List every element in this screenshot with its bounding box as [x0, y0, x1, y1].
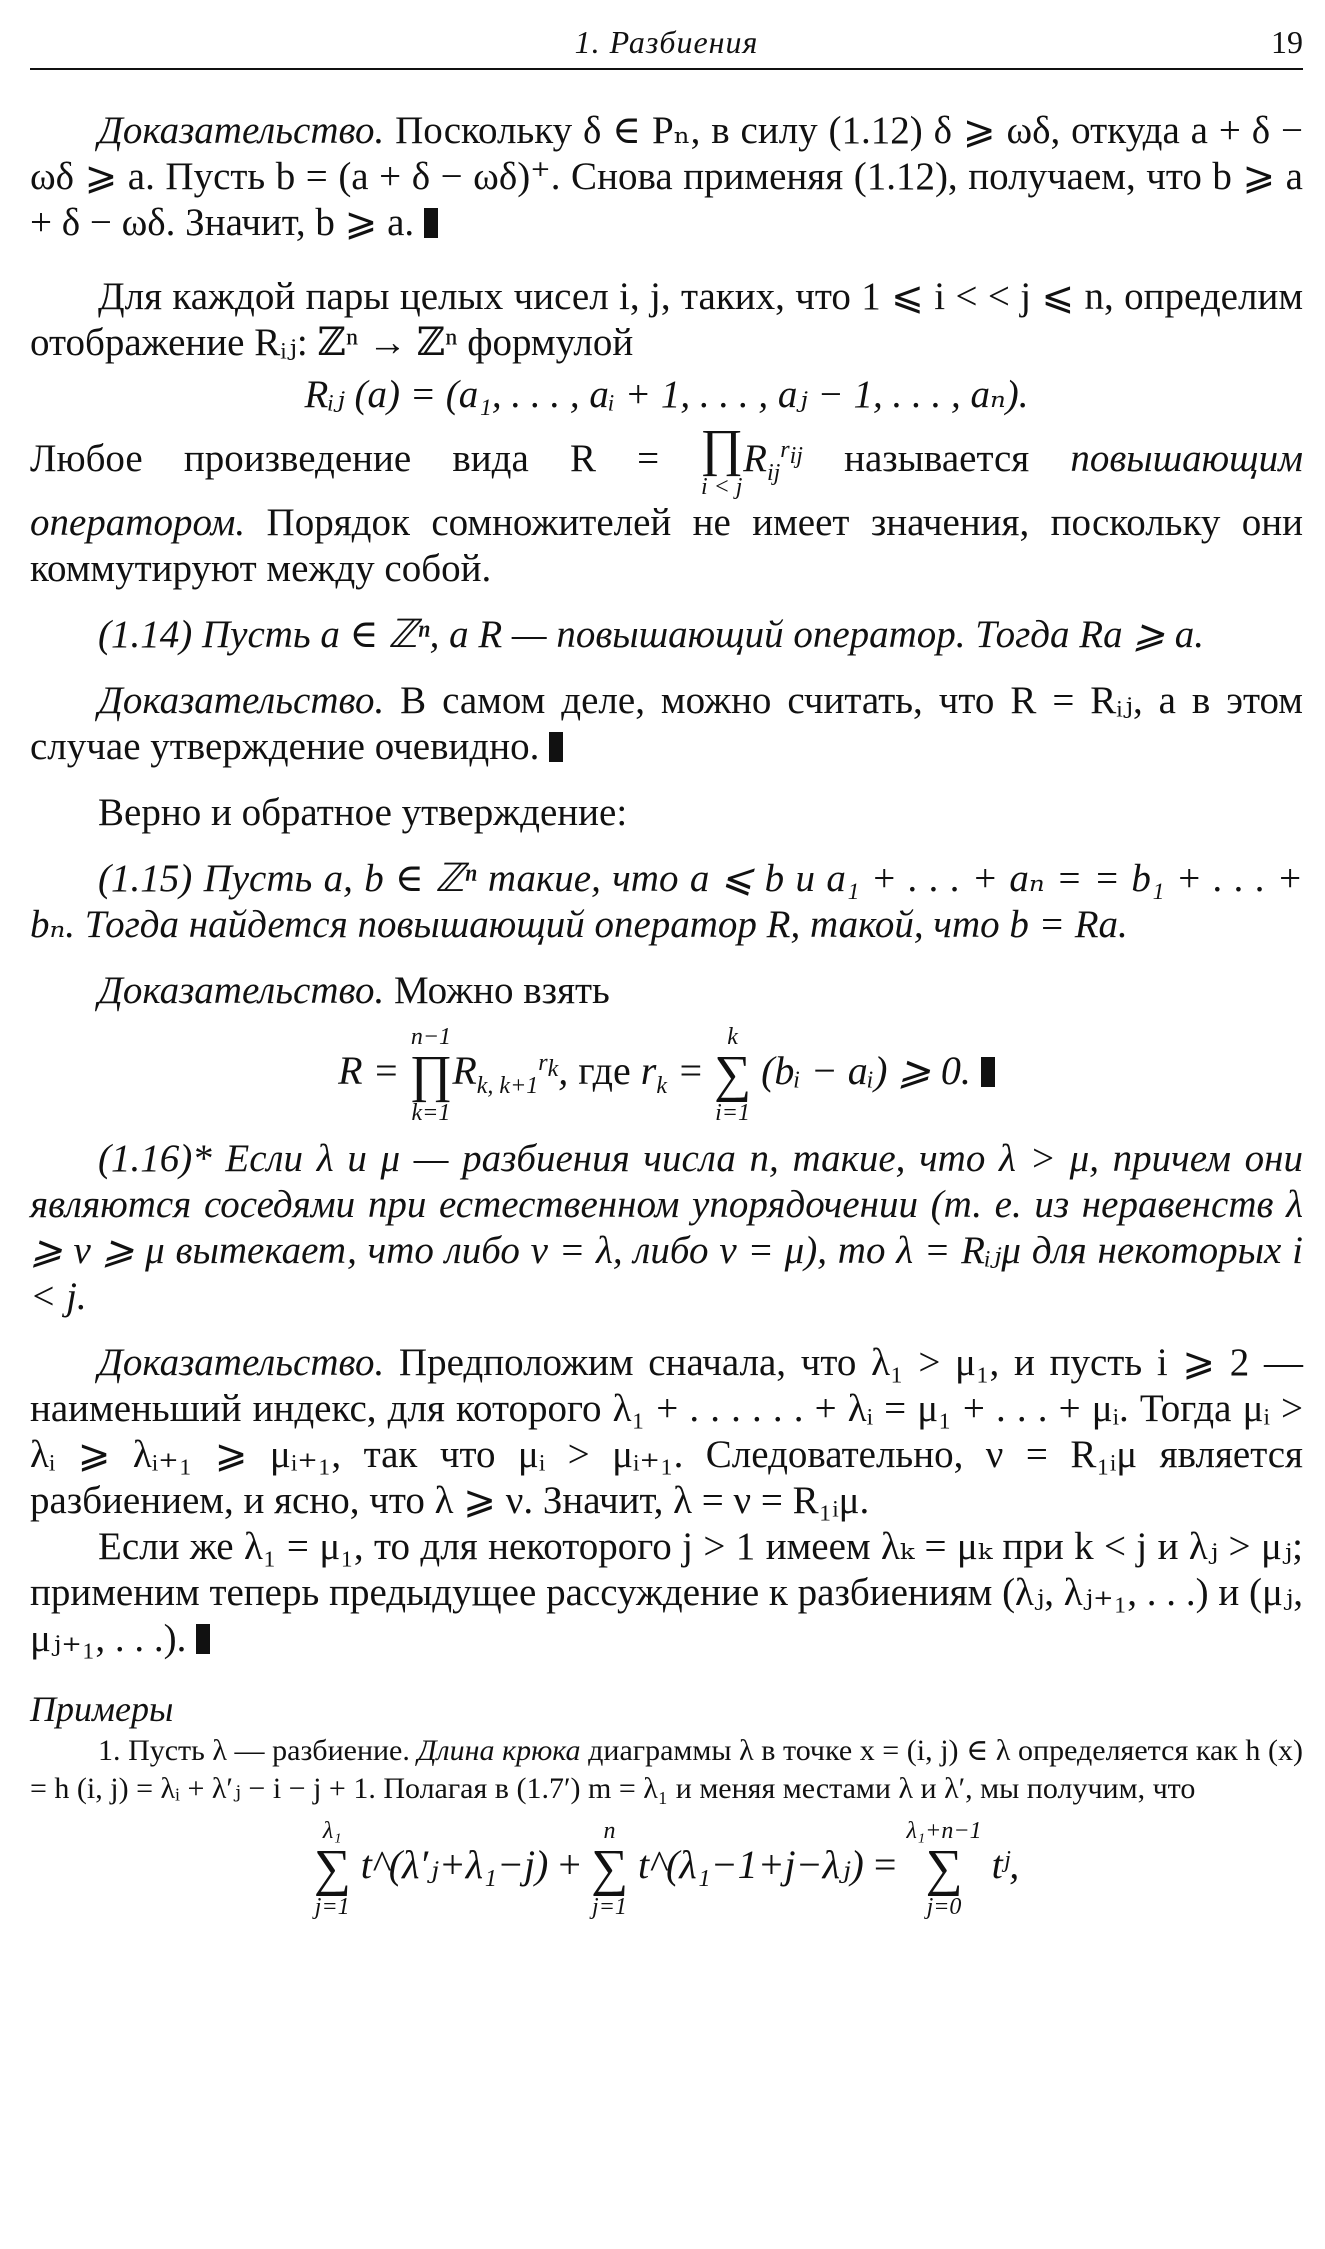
- formula-rij: Rᵢⱼ (a) = (a₁, . . . , aᵢ + 1, . . . , aⱼ − 1, . . . , aₙ).: [304, 373, 1029, 416]
- proof-text: В самом деле, можно считать, что R = Rᵢⱼ, а в этом случае утверждение очевидно.: [30, 679, 1303, 768]
- text-segment: Порядок сомножителей не имеет значения, поскольку они коммутируют между собой.: [30, 501, 1303, 590]
- sum-lower-limit: j=1: [314, 1894, 350, 1920]
- sum-operator: k ∑ i=1: [714, 1024, 752, 1126]
- proof-paragraph-5: [30, 1524, 1303, 1662]
- formula-lhs: R =: [338, 1048, 410, 1094]
- chapter-title: 1. Разбиения: [574, 24, 759, 60]
- sum-upper-limit: k: [727, 1024, 738, 1050]
- proof-text: Поскольку δ ∈ Pₙ, в силу (1.12) δ ⩾ ωδ, откуда a + δ − ωδ ⩾ a. Пусть b = (a + δ − ωδ)⁺. Снова применяя (1.12), получаем, что b ⩾ a + δ − ωδ. Значит, b ⩾ a.: [30, 109, 1303, 244]
- text-segment: Любое произведение вида R =: [30, 436, 701, 480]
- formula-hook-identity: [30, 1818, 1303, 1920]
- proof-label: Доказательство.: [98, 109, 385, 152]
- sum-term: t^(λ′ⱼ+λ₁−j): [360, 1842, 549, 1888]
- converse-intro: Верно и обратное утверждение:: [98, 791, 628, 834]
- product-factor: $R_{ij}^{r_{ij}}$: [743, 436, 803, 486]
- proof-label: Доказательство.: [98, 679, 385, 722]
- sum-lower-limit: j=1: [592, 1894, 627, 1920]
- page-number: 19: [1271, 24, 1303, 60]
- product-operator: ∏ i < j: [700, 420, 744, 500]
- proposition-1-16: (1.16)* Если λ и μ — разбиения числа n, такие, что λ > μ, причем они являются соседями при естественном упорядочении (т. е. из неравенств λ ⩾ ν ⩾ μ вытекает, что либо ν = λ, либо ν = μ), то λ = Rᵢⱼμ для некоторых i < j.: [30, 1137, 1303, 1318]
- proof-text: Если же λ₁ = μ₁, то для некоторого j > 1 имеем λₖ = μₖ при k < j и λⱼ > μⱼ; применим теперь предыдущее рассуждение к разбиениям (λⱼ, λⱼ₊₁, . . .) и (μⱼ, μⱼ₊₁, . . .).: [30, 1525, 1303, 1660]
- page-body: [30, 108, 1303, 1930]
- sum-term: t^(λ₁−1+j−λⱼ): [638, 1842, 864, 1888]
- proposition-1-14: (1.14) Пусть a ∈ ℤⁿ, а R — повышающий оператор. Тогда Ra ⩾ a.: [98, 613, 1205, 656]
- text-segment: 1. Пусть λ — разбиение.: [98, 1734, 418, 1767]
- paragraph-raising-operator: [30, 420, 1303, 592]
- product-subscript: i < j: [700, 474, 743, 500]
- text-segment: называется: [802, 436, 1071, 480]
- sum-upper-limit: n: [603, 1818, 616, 1844]
- proof-label: Доказательство.: [98, 969, 385, 1012]
- proof-text: Предположим сначала, что λ₁ > μ₁, и пусть i ⩾ 2 — наименьший индекс, для которого λ₁ + . . . . . . + λᵢ = μ₁ + . . . + μᵢ. Тогда μᵢ > λᵢ ⩾ λᵢ₊₁ ⩾ μᵢ₊₁, так что μᵢ > μᵢ₊₁. Следовательно, ν = R₁ᵢμ является разбиением, и ясно, что λ ⩾ ν. Значит, λ = ν = R₁ᵢμ.: [30, 1341, 1303, 1522]
- sum-operator: λ₁ ∑ j=1: [313, 1818, 351, 1920]
- proof-text: Можно взять: [384, 969, 610, 1012]
- sum-operator: n ∑ j=1: [590, 1818, 629, 1920]
- sum-upper-limit: λ₁: [322, 1818, 342, 1844]
- example-1: [30, 1732, 1303, 1808]
- sum-term: tʲ,: [991, 1842, 1020, 1888]
- sum-upper-limit: λ₁+n−1: [906, 1818, 982, 1844]
- proposition-1-15: (1.15) Пусть a, b ∈ ℤⁿ такие, что a ⩽ b и a₁ + . . . + aₙ = = b₁ + . . . + bₙ. Тогда найдется повышающий оператор R, такой, что b = Ra.: [30, 857, 1303, 946]
- qed-mark: [981, 1057, 995, 1087]
- formula-product-r: [30, 1024, 1303, 1126]
- proof-label: Доказательство.: [98, 1341, 385, 1384]
- product-operator: n−1 ∏ k=1: [409, 1024, 453, 1126]
- formula-rhs: (bᵢ − aᵢ) ⩾ 0.: [761, 1048, 971, 1094]
- examples-heading: Примеры: [30, 1689, 174, 1729]
- running-header: [30, 22, 1303, 70]
- defined-term: Длина крюка: [417, 1734, 581, 1767]
- qed-mark: [424, 208, 438, 238]
- formula-word: где: [578, 1048, 631, 1094]
- proof-paragraph-4: [30, 1340, 1303, 1524]
- product-factor: $R_{k, k+1}^{r_k}$,: [452, 1048, 569, 1100]
- product-lower-limit: k=1: [411, 1100, 451, 1126]
- proof-paragraph-3: [30, 968, 1303, 1014]
- sum-lower-limit: i=1: [715, 1100, 750, 1126]
- formula-rk: $r_k$ =: [640, 1048, 705, 1100]
- qed-mark: [549, 732, 563, 762]
- paragraph-raising-definition: Для каждой пары целых чисел i, j, таких, что 1 ⩽ i < < j ⩽ n, определим отображение Rᵢⱼ: ℤⁿ → ℤⁿ формулой: [30, 275, 1303, 364]
- proof-paragraph-2: [30, 678, 1303, 770]
- plus-sign: +: [558, 1842, 581, 1888]
- product-upper-limit: n−1: [410, 1024, 452, 1050]
- sum-operator: λ₁+n−1 ∑ j=0: [906, 1818, 982, 1920]
- text-segment: диаграммы λ в точке x = (i, j) ∈ λ определяется как h (x) = h (i, j) = λᵢ + λ′ⱼ − i − j + 1. Полагая в (1.7′) m = λ₁ и меняя местами λ и λ′, мы получим, что: [30, 1734, 1303, 1805]
- qed-mark: [196, 1624, 210, 1654]
- proof-paragraph-1: [30, 108, 1303, 246]
- equals-sign: =: [873, 1842, 897, 1888]
- sum-lower-limit: j=0: [926, 1894, 962, 1920]
- defined-term: повышающим оператором.: [30, 436, 1303, 544]
